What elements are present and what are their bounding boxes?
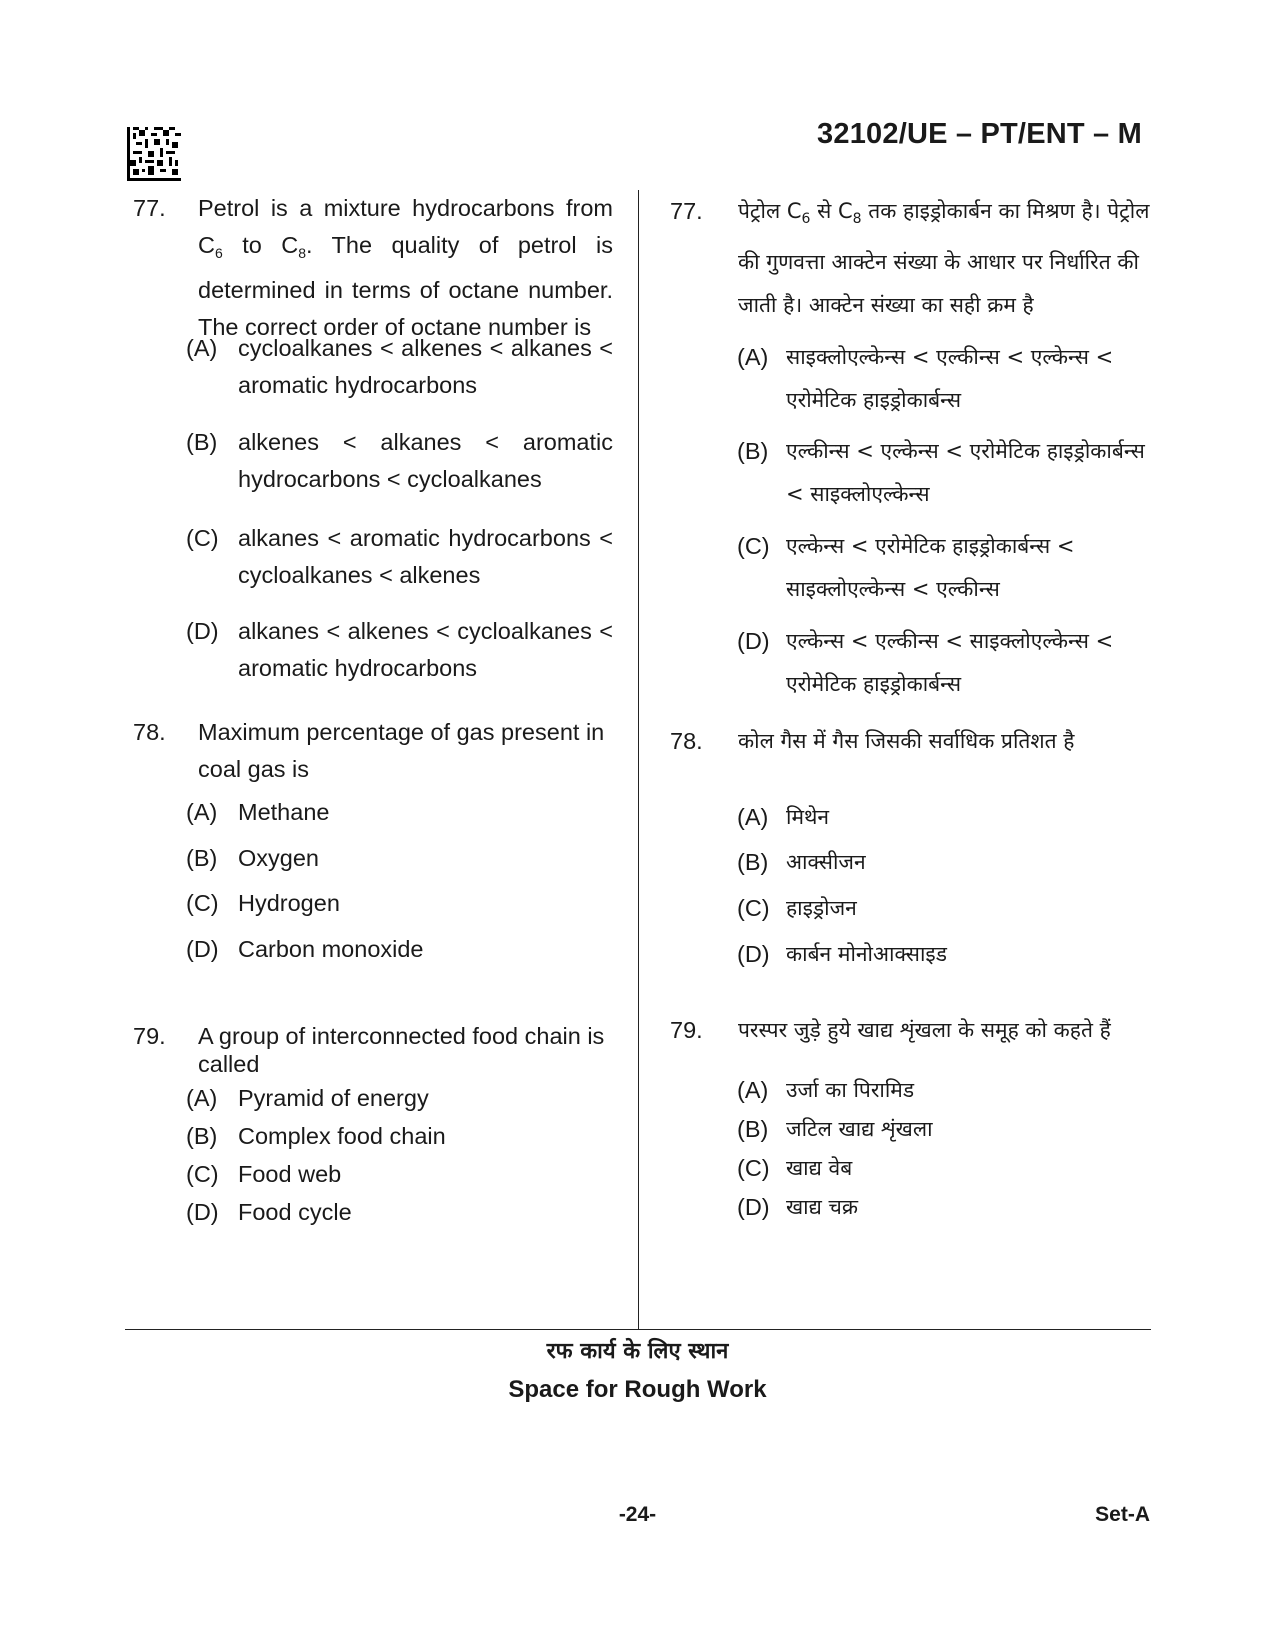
option-b: (B) Oxygen bbox=[186, 845, 319, 871]
option-a: (A) साइक्लोएल्केन्स < एल्कीन्स < एल्केन्स < एरोमेटिक हाइड्रोकार्बन्स bbox=[737, 344, 1114, 412]
option-d: (D) Carbon monoxide bbox=[186, 936, 424, 962]
option-a: (A) मिथेन bbox=[737, 804, 830, 830]
qr-code bbox=[127, 127, 181, 181]
question-number: 79. bbox=[133, 1023, 166, 1049]
question-number: 77. bbox=[133, 195, 166, 221]
option-b: (B) जटिल खाद्य शृंखला bbox=[737, 1116, 933, 1142]
option-c: (C) हाइड्रोजन bbox=[737, 895, 857, 921]
option-c: (C) Food web bbox=[186, 1161, 342, 1187]
option-a: (A) Methane bbox=[186, 799, 330, 825]
question-text: परस्पर जुड़े हुये खाद्य शृंखला के समूह को कहते हैं bbox=[738, 1018, 1111, 1042]
question-79-en bbox=[133, 1022, 613, 1225]
question-79-hi bbox=[670, 1011, 1150, 1220]
option-d: (D) कार्बन मोनोआक्साइड bbox=[737, 941, 947, 967]
option-b: (B) एल्कीन्स < एल्केन्स < एरोमेटिक हाइड्रोकार्बन्स < साइक्लोएल्केन्स bbox=[737, 438, 1145, 506]
rough-work-divider bbox=[125, 1329, 1151, 1330]
question-number: 79. bbox=[670, 1017, 703, 1043]
option-d: (D) Food cycle bbox=[186, 1199, 352, 1225]
question-number: 77. bbox=[670, 198, 703, 224]
option-c: (C) खाद्य वेब bbox=[737, 1155, 853, 1181]
question-text: कोल गैस में गैस जिसकी सर्वाधिक प्रतिशत है bbox=[738, 729, 1075, 753]
option-c: (C) एल्केन्स < एरोमेटिक हाइड्रोकार्बन्स < साइक्लोएल्केन्स < एल्कीन्स bbox=[737, 533, 1075, 601]
option-b: (B) alkenes < alkanes < aromatic hydrocarbons < cycloalkanes bbox=[186, 429, 613, 492]
rough-work-title-english: Space for Rough Work bbox=[508, 1376, 767, 1403]
question-number: 78. bbox=[670, 728, 703, 754]
question-77-en bbox=[133, 190, 613, 681]
question-text: पेट्रोल $C_6$ से $C_8$ तक हाइड्रोकार्बन का मिश्रण है। पेट्रोल की गुणवत्ता आक्टेन संख्या के आधार पर निर्धारित की जाती है। आक्टेन संख्या का सही क्रम है bbox=[738, 199, 1150, 317]
rough-work-title-hindi: रफ कार्य के लिए स्थान bbox=[546, 1339, 729, 1364]
option-d: (D) एल्केन्स < एल्कीन्स < साइक्लोएल्केन्स < एरोमेटिक हाइड्रोकार्बन्स bbox=[737, 628, 1114, 696]
option-b: (B) Complex food chain bbox=[186, 1123, 446, 1149]
paper-code: 32102/UE – PT/ENT – M bbox=[817, 118, 1142, 150]
question-78-en bbox=[133, 714, 613, 962]
question-text: Petrol is a mixture hydrocarbons from $C_6$ to $C_8$. The quality of petrol is determined in terms of octane number. The correct order of octane number is bbox=[198, 195, 613, 340]
option-b: (B) आक्सीजन bbox=[737, 849, 866, 875]
question-77-hi bbox=[670, 190, 1150, 696]
question-number: 78. bbox=[133, 719, 166, 745]
option-d: (D) खाद्य चक्र bbox=[737, 1194, 858, 1220]
option-a: (A) उर्जा का पिरामिड bbox=[737, 1077, 915, 1103]
question-text: A group of interconnected food chain is called bbox=[198, 1023, 605, 1077]
option-a: (A) cycloalkanes < alkenes < alkanes < aromatic hydrocarbons bbox=[186, 335, 613, 398]
option-c: (C) alkanes < aromatic hydrocarbons < cycloalkanes < alkenes bbox=[186, 525, 613, 588]
option-a: (A) Pyramid of energy bbox=[186, 1085, 429, 1111]
question-text: Maximum percentage of gas present in coal gas is bbox=[198, 719, 605, 782]
question-78-hi bbox=[670, 720, 1150, 967]
option-d: (D) alkanes < alkenes < cycloalkanes < aromatic hydrocarbons bbox=[186, 618, 613, 681]
page-number: -24- bbox=[618, 1503, 657, 1526]
set-label: Set-A bbox=[1095, 1503, 1150, 1526]
option-c: (C) Hydrogen bbox=[186, 890, 340, 916]
column-divider bbox=[638, 190, 639, 1330]
